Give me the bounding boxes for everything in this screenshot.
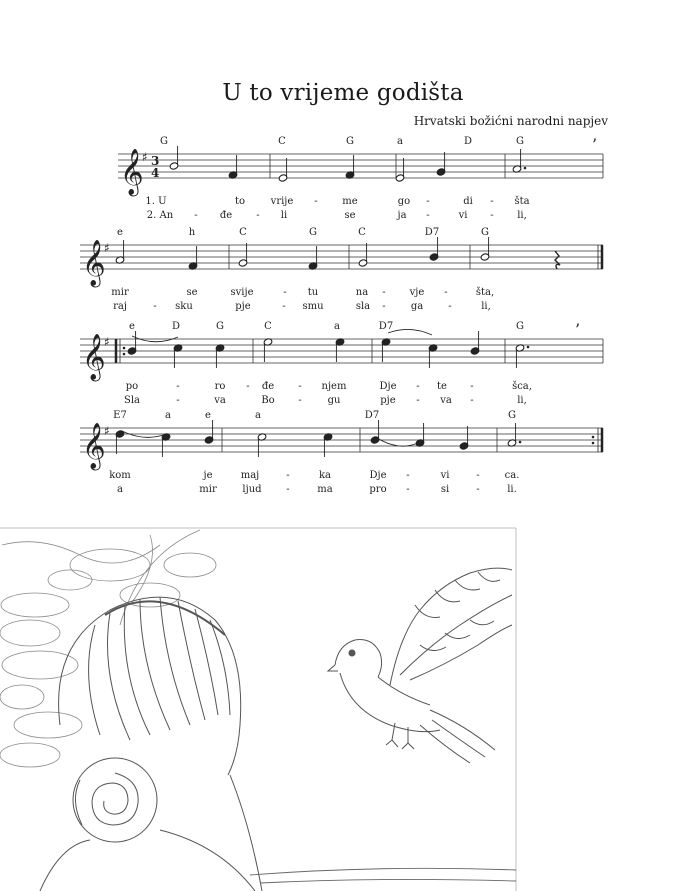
lyric-verse2: li [280, 210, 288, 221]
treble-clef-icon: 𝄞 [82, 423, 106, 469]
chord-symbol: G [309, 227, 317, 238]
lyric-verse2: đe [219, 210, 233, 221]
chord-symbol: D [171, 321, 181, 332]
lyric-verse1: - [298, 381, 302, 392]
lyric-verse1: tu [307, 287, 319, 298]
lyric-verse2: ma [317, 484, 333, 495]
slur [388, 329, 432, 335]
lyric-verse1: - [246, 381, 250, 392]
lyric-verse2: sla [355, 301, 371, 312]
treble-clef-icon: 𝄞 [82, 334, 106, 380]
lyric-verse2: si [440, 484, 450, 495]
lyric-verse1: Dje [379, 381, 397, 392]
lyric-verse2: sku [175, 301, 193, 312]
lyric-verse1: - [382, 287, 386, 298]
staff-system-4 [80, 410, 603, 495]
slur [377, 438, 420, 446]
lyric-verse2: raj [113, 301, 127, 312]
chord-symbol: G [216, 321, 224, 332]
lyric-verse1: - [176, 381, 180, 392]
lyric-verse1: vi [440, 470, 450, 481]
chord-symbol: e [129, 321, 135, 332]
lyric-verse2: pro [369, 484, 387, 495]
lyric-verse1: - [416, 381, 420, 392]
lyric-verse2: va [214, 395, 226, 406]
lyric-verse1: to [234, 196, 246, 207]
ground-sketch-icon [250, 868, 516, 883]
chord-symbol: D7 [378, 321, 394, 332]
lyric-verse2: - [256, 210, 260, 221]
lyric-verse1: đe [261, 381, 275, 392]
lyric-verse1: - [426, 196, 430, 207]
chord-symbol: a [255, 410, 261, 421]
lyric-verse2: - [426, 210, 430, 221]
lyric-verse1: - [314, 196, 318, 207]
lyric-verse1: vje [409, 287, 425, 298]
lyric-verse2: Sla [123, 395, 141, 406]
lyric-verse1: - [470, 381, 474, 392]
lyric-verse2: - [286, 484, 290, 495]
lyric-verse1: Dje [369, 470, 387, 481]
lyric-verse2: gu [327, 395, 341, 406]
dot [524, 167, 527, 170]
lyric-verse2: li, [517, 395, 527, 406]
lyric-verse2: smu [302, 301, 324, 312]
breath-mark-icon: ’ [575, 320, 581, 339]
lyric-verse1: - [286, 470, 290, 481]
dot [527, 346, 530, 349]
lyric-verse1: ca. [504, 470, 520, 481]
lyric-verse1: 1. U [145, 196, 167, 207]
chord-symbol: G [508, 410, 516, 421]
lyric-verse2: va [440, 395, 452, 406]
chord-symbol: a [165, 410, 171, 421]
lyric-verse2: - [448, 301, 452, 312]
chord-symbol: C [278, 136, 286, 147]
lyric-verse2: ja [397, 210, 407, 221]
lyric-verse2: - [298, 395, 302, 406]
lyric-verse2: pje [380, 395, 396, 406]
pencil-illustration [0, 525, 686, 891]
lyric-verse1: - [283, 287, 287, 298]
chord-symbol: a [397, 136, 403, 147]
lyric-verse2: a [117, 484, 123, 495]
treble-clef-icon: 𝄞 [82, 240, 106, 286]
chord-symbol: G [160, 136, 168, 147]
lyric-verse1: šta, [475, 287, 495, 298]
chord-symbol: G [516, 136, 524, 147]
flying-bird-sketch-icon [328, 568, 512, 763]
dot [519, 441, 522, 444]
lyric-verse2: 2. An [146, 210, 174, 221]
quarter-rest-icon [555, 251, 560, 269]
song-subtitle: Hrvatski božićni narodni napjev [413, 114, 608, 128]
staff-system-1 [118, 135, 603, 221]
lyric-verse1: ka [318, 470, 332, 481]
lyric-verse2: Bo [261, 395, 275, 406]
song-title: U to vrijeme godišta [222, 80, 464, 106]
lyric-verse1: njem [321, 381, 347, 392]
lyric-verse2: - [476, 484, 480, 495]
chord-symbol: D7 [364, 410, 380, 421]
chord-symbol: G [481, 227, 489, 238]
girl-with-bun-sketch-icon [40, 597, 262, 891]
lyric-verse1: - [490, 196, 494, 207]
lyric-verse2: - [416, 395, 420, 406]
chord-symbol: e [117, 227, 123, 238]
lyric-verse2: ljud [242, 484, 262, 495]
lyric-verse1: šca, [512, 381, 532, 392]
lyric-verse2: li, [517, 210, 527, 221]
sharp-icon: ♯ [104, 241, 110, 255]
lyric-verse1: mir [111, 287, 129, 298]
breath-mark-icon: ’ [592, 135, 598, 154]
lyric-verse2: pje [235, 301, 251, 312]
lyric-verse1: - [476, 470, 480, 481]
lyric-verse1: se [186, 287, 198, 298]
lyric-verse1: šta [514, 196, 530, 207]
lyric-verse1: je [203, 470, 213, 481]
time-signature-bottom: 4 [151, 166, 160, 180]
lyric-verse2: li. [507, 484, 517, 495]
lyric-verse2: - [176, 395, 180, 406]
treble-clef-icon: 𝄞 [120, 149, 144, 195]
chord-symbol: e [205, 410, 211, 421]
lyric-verse2: - [470, 395, 474, 406]
lyric-verse1: vrije [270, 196, 294, 207]
lyric-verse2: - [282, 301, 286, 312]
lyric-verse1: ro [214, 381, 226, 392]
chord-symbol: h [188, 227, 196, 238]
lyric-verse2: - [382, 301, 386, 312]
lyric-verse1: me [342, 196, 358, 207]
time-signature-top: 3 [151, 154, 160, 168]
lyric-verse1: po [125, 381, 139, 392]
lyric-verse1: kom [109, 470, 131, 481]
staff-system-2 [80, 227, 603, 312]
lyric-verse1: - [444, 287, 448, 298]
lyric-verse2: - [490, 210, 494, 221]
lyric-verse1: di [463, 196, 473, 207]
chord-symbol: C [264, 321, 272, 332]
lyric-verse2: - [406, 484, 410, 495]
lyric-verse2: se [344, 210, 356, 221]
lyric-verse2: vi [458, 210, 468, 221]
chord-symbol: G [516, 321, 524, 332]
lyric-verse2: ga [410, 301, 424, 312]
lyric-verse1: go [397, 196, 411, 207]
lyric-verse1: te [437, 381, 447, 392]
lyric-verse2: mir [199, 484, 217, 495]
lyric-verse1: svije [230, 287, 254, 298]
chord-symbol: D [463, 136, 473, 147]
lyric-verse2: li, [481, 301, 491, 312]
chord-symbol: E7 [113, 410, 127, 421]
sharp-icon: ♯ [142, 150, 148, 164]
lyric-verse1: - [406, 470, 410, 481]
lyric-verse1: maj [240, 470, 260, 481]
sharp-icon: ♯ [104, 424, 110, 438]
lyric-verse2: - [153, 301, 157, 312]
chord-symbol: C [239, 227, 247, 238]
chord-symbol: D7 [424, 227, 440, 238]
lyric-verse2: - [194, 210, 198, 221]
staff-system-3 [80, 320, 603, 406]
lyric-verse1: na [355, 287, 369, 298]
chord-symbol: G [346, 136, 354, 147]
chord-symbol: a [334, 321, 340, 332]
chord-symbol: C [358, 227, 366, 238]
sharp-icon: ♯ [104, 335, 110, 349]
